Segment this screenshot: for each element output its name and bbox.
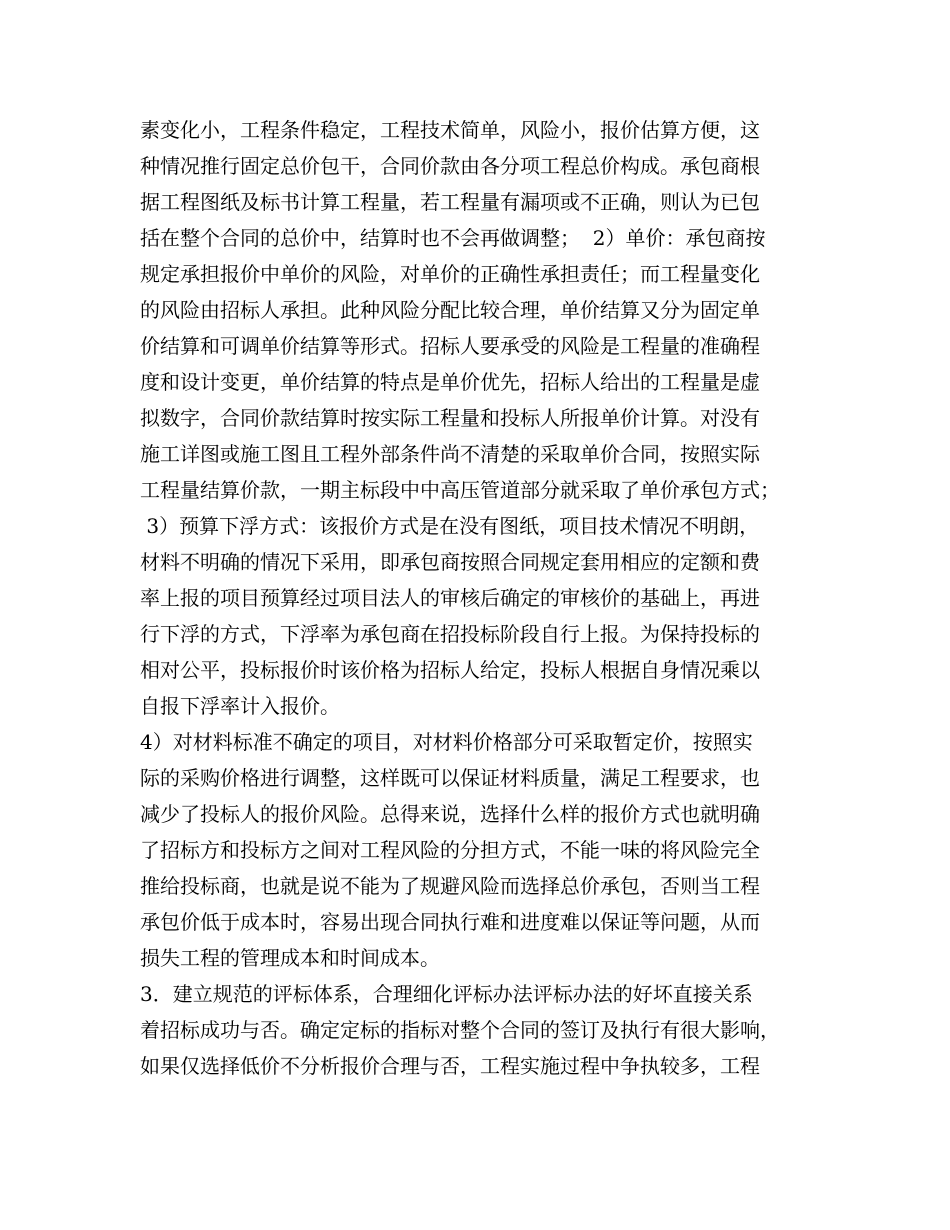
text-line: 3．建立规范的评标体系，合理细化评标办法评标办法的好坏直接关系 — [140, 982, 753, 1006]
text-line: 素变化小，工程条件稳定，工程技术简单，风险小，报价估算方便，这 — [140, 118, 760, 142]
text-line: 材料不明确的情况下采用，即承包商按照合同规定套用相应的定额和费 — [140, 550, 760, 574]
text-line: 相对公平，投标报价时该价格为招标人给定，投标人根据自身情况乘以 — [140, 658, 760, 682]
text-line: 4）对材料标准不确定的项目，对材料价格部分可采取暂定价，按照实 — [140, 730, 753, 754]
text-line: 推给投标商，也就是说不能为了规避风险而选择总价承包，否则当工程 — [140, 874, 760, 898]
text-line: 拟数字，合同价款结算时按实际工程量和投标人所报单价计算。对没有 — [140, 406, 760, 430]
text-line: 的风险由招标人承担。此种风险分配比较合理，单价结算又分为固定单 — [140, 298, 760, 322]
text-line: 际的采购价格进行调整，这样既可以保证材料质量，满足工程要求，也 — [140, 766, 760, 790]
text-line: 着招标成功与否。确定定标的指标对整个合同的签订及执行有很大影响， — [140, 1018, 780, 1042]
text-line: 工程量结算价款，一期主标段中中高压管道部分就采取了单价承包方式； — [140, 478, 780, 502]
text-line: 减少了投标人的报价风险。总得来说，选择什么样的报价方式也就明确 — [140, 802, 760, 826]
text-line: 价结算和可调单价结算等形式。招标人要承受的风险是工程量的准确程 — [140, 334, 760, 358]
text-line: 损失工程的管理成本和时间成本。 — [140, 946, 440, 970]
body-text — [140, 112, 840, 1084]
text-line: 度和设计变更，单价结算的特点是单价优先，招标人给出的工程量是虚 — [140, 370, 760, 394]
text-line: 3）预算下浮方式：该报价方式是在没有图纸，项目技术情况不明朗， — [140, 514, 760, 538]
text-line: 承包价低于成本时，容易出现合同执行难和进度难以保证等问题，从而 — [140, 910, 760, 934]
text-line: 种情况推行固定总价包干，合同价款由各分项工程总价构成。承包商根 — [140, 154, 760, 178]
text-line: 规定承担报价中单价的风险，对单价的正确性承担责任；而工程量变化 — [140, 262, 760, 286]
text-line: 行下浮的方式，下浮率为承包商在招投标阶段自行上报。为保持投标的 — [140, 622, 760, 646]
text-line: 据工程图纸及标书计算工程量，若工程量有漏项或不正确，则认为已包 — [140, 190, 760, 214]
text-line: 率上报的项目预算经过项目法人的审核后确定的审核价的基础上，再进 — [140, 586, 760, 610]
text-line: 自报下浮率计入报价。 — [140, 694, 340, 718]
text-line: 施工详图或施工图且工程外部条件尚不清楚的采取单价合同，按照实际 — [140, 442, 760, 466]
text-line: 如果仅选择低价不分析报价合理与否，工程实施过程中争执较多，工程 — [140, 1054, 760, 1078]
text-line: 括在整个合同的总价中，结算时也不会再做调整； 2）单价：承包商按 — [140, 226, 766, 250]
text-line: 了招标方和投标方之间对工程风险的分担方式，不能一味的将风险完全 — [140, 838, 760, 862]
